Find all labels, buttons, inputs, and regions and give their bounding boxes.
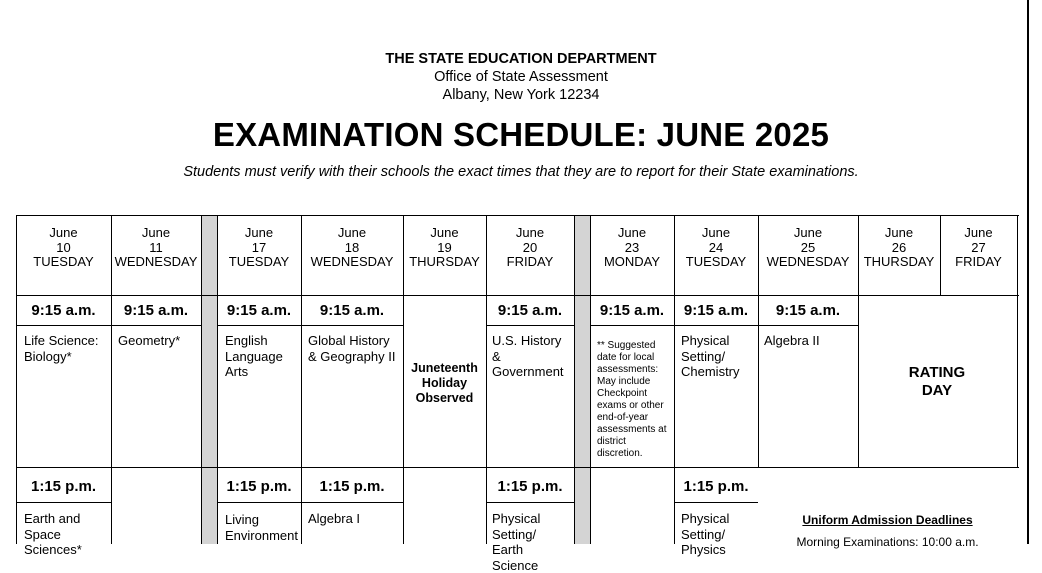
table-top-border (16, 215, 1019, 216)
afternoon-time: 1:15 p.m. (683, 478, 749, 495)
exam-chemistry: Physical Setting/ Chemistry (681, 333, 740, 379)
time-rule (217, 502, 403, 503)
time-rule (486, 325, 574, 326)
day-header: June 27 FRIDAY (955, 225, 1002, 269)
day-header: June 19 THURSDAY (409, 225, 480, 269)
day-header: June 20 FRIDAY (506, 225, 554, 269)
exam-earth-science: Physical Setting/ Earth Science (492, 511, 541, 573)
morning-bottom-border (16, 467, 1019, 468)
morning-time: 9:15 a.m. (497, 302, 563, 319)
juneteenth-holiday: Juneteenth Holiday Observed (411, 361, 478, 405)
afternoon-time: 1:15 p.m. (226, 478, 292, 495)
column-divider (574, 216, 575, 544)
column-divider (201, 216, 202, 544)
time-rule (590, 325, 858, 326)
page-subtitle: Students must verify with their schools the exact times that they are to report for their State examinations. (183, 164, 859, 180)
header-bottom-border (16, 295, 1019, 296)
day-header: June 25 WEDNESDAY (766, 225, 850, 269)
exam-living-environment: Living Environment (225, 512, 298, 543)
morning-time: 9:15 a.m. (123, 302, 189, 319)
day-header: June 24 TUESDAY (685, 225, 747, 269)
afternoon-time: 1:15 p.m. (319, 478, 385, 495)
exam-earth-space: Earth and Space Sciences* (24, 511, 82, 557)
office-address: Albany, New York 12234 (442, 87, 600, 103)
rating-day: RATING DAY (908, 364, 966, 399)
office-name: Office of State Assessment (434, 69, 608, 85)
exam-algebra-ii: Algebra II (764, 333, 820, 348)
morning-time: 9:15 a.m. (319, 302, 385, 319)
day-header: June 17 TUESDAY (228, 225, 290, 269)
morning-time: 9:15 a.m. (775, 302, 841, 319)
day-header: June 11 WEDNESDAY (114, 225, 198, 269)
department-name: THE STATE EDUCATION DEPARTMENT (385, 51, 657, 67)
exam-global-history: Global History & Geography II (308, 333, 396, 364)
morning-deadline: Morning Examinations: 10:00 a.m. (796, 535, 979, 549)
day-header: June 23 MONDAY (603, 225, 661, 269)
morning-time: 9:15 a.m. (683, 302, 749, 319)
afternoon-time: 1:15 p.m. (30, 478, 97, 495)
exam-biology: Life Science: Biology* (24, 333, 99, 364)
week-separator-1 (201, 216, 217, 544)
morning-time: 9:15 a.m. (599, 302, 665, 319)
time-rule (486, 502, 574, 503)
morning-time: 9:15 a.m. (226, 302, 292, 319)
time-rule (16, 325, 201, 326)
day-header: June 26 THURSDAY (863, 225, 935, 269)
time-rule (217, 325, 403, 326)
time-rule (674, 502, 758, 503)
morning-time: 9:15 a.m. (31, 302, 96, 319)
page-title: EXAMINATION SCHEDULE: JUNE 2025 (212, 116, 830, 153)
day-header: June 10 TUESDAY (33, 225, 94, 269)
exam-physics: Physical Setting/ Physics (681, 511, 730, 557)
week-separator-2 (574, 216, 590, 544)
exam-us-history: U.S. History & Government (492, 333, 564, 379)
day-header: June 18 WEDNESDAY (310, 225, 394, 269)
exam-ela: English Language Arts (225, 333, 283, 379)
afternoon-time: 1:15 p.m. (497, 478, 563, 495)
admission-deadlines-heading: Uniform Admission Deadlines (802, 513, 973, 527)
table-right-border (1017, 215, 1018, 468)
time-rule (16, 502, 111, 503)
exam-geometry: Geometry* (118, 333, 181, 348)
exam-algebra-i: Algebra I (308, 511, 361, 526)
suggested-date-note: ** Suggested date for local assessments: May include Checkpoint exams or other end-of-year assessments at district discretion. (597, 340, 667, 459)
